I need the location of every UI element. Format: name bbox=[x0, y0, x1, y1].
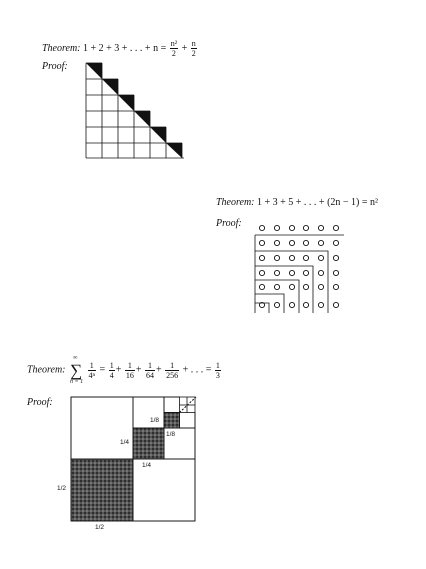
label-half-bottom: 1/2 bbox=[95, 524, 105, 531]
circle-dot bbox=[303, 270, 308, 275]
shaded-sixteenth bbox=[133, 428, 164, 459]
theorem1-proof-label: Proof: bbox=[42, 61, 68, 72]
theorem2-proof-label: Proof: bbox=[216, 218, 242, 229]
circle-dot bbox=[259, 284, 264, 289]
theorem2-statement: 1 + 3 + 5 + . . . + (2n − 1) = n² bbox=[257, 197, 379, 208]
stair-triangle-3 bbox=[118, 95, 134, 111]
theorem1-plus: + bbox=[181, 42, 188, 54]
circle-dot bbox=[274, 302, 279, 307]
circle-dot bbox=[333, 255, 338, 260]
circle-dot bbox=[333, 240, 338, 245]
theorem2-label: Theorem: bbox=[216, 197, 255, 208]
theorem2-line bbox=[216, 198, 378, 208]
circle-dot bbox=[289, 255, 294, 260]
label-quarter-left: 1/4 bbox=[120, 439, 130, 446]
circle-dot bbox=[289, 284, 294, 289]
circle-dot bbox=[303, 225, 308, 230]
circle-dot bbox=[289, 270, 294, 275]
square-figure bbox=[71, 397, 196, 521]
circle-dot bbox=[274, 284, 279, 289]
circle-dot bbox=[333, 284, 338, 289]
circle-dot bbox=[318, 225, 323, 230]
circle-dot bbox=[333, 225, 338, 230]
circle-dot bbox=[259, 270, 264, 275]
circle-grid-l-lines bbox=[255, 235, 344, 313]
white-quarter-top-left bbox=[71, 397, 133, 459]
circle-dot bbox=[274, 270, 279, 275]
theorem3-label: Theorem: bbox=[27, 364, 66, 376]
circle-dot bbox=[318, 284, 323, 289]
circle-dot bbox=[318, 240, 323, 245]
white-sixty-fourth-right bbox=[180, 413, 196, 429]
white-sixteenth-top bbox=[133, 397, 164, 428]
circle-dot bbox=[318, 270, 323, 275]
circle-dot bbox=[303, 302, 308, 307]
stair-triangle-4 bbox=[134, 111, 150, 127]
stair-triangle-6 bbox=[166, 143, 182, 158]
theorem3-proof-label: Proof: bbox=[27, 397, 53, 408]
theorem3-frac-1-16: $\frac{1}{16}$ bbox=[125, 361, 134, 380]
circle-dot bbox=[318, 255, 323, 260]
circle-dot bbox=[259, 255, 264, 260]
label-eighth-left: 1/8 bbox=[150, 417, 160, 424]
label-half-left: 1/2 bbox=[57, 485, 67, 492]
circle-dot bbox=[303, 284, 308, 289]
stair-triangle-5 bbox=[150, 127, 166, 143]
circle-dot bbox=[274, 240, 279, 245]
circle-dot bbox=[274, 255, 279, 260]
shaded-sixty-fourth bbox=[164, 413, 180, 429]
theorem3-line: Theorem: ∑ ∞ n = 1 $\frac{1}{\text{4ⁿ}}$ = $\frac{1}{4}$ + $\frac{1}{16}$ + $\frac{1}{64}$ + $\frac{1}{256}$ + . . . = $\frac{1}{3}$ bbox=[27, 355, 220, 385]
circle-dot bbox=[289, 240, 294, 245]
theorem3-eq: = bbox=[99, 364, 106, 376]
theorem1-frac-n-squared: $\frac{\text{n²}}{2}$ bbox=[170, 39, 178, 58]
theorem3-result: $\frac{1}{3}$ bbox=[215, 361, 220, 380]
theorem1-lhs: 1 + 2 + 3 + . . . + n = bbox=[83, 42, 167, 54]
circle-dot bbox=[289, 302, 294, 307]
circle-dot bbox=[303, 255, 308, 260]
theorem3-term: $\frac{1}{\text{4ⁿ}}$ bbox=[88, 361, 96, 380]
label-quarter-bottom: 1/4 bbox=[142, 462, 152, 469]
circle-dot bbox=[303, 240, 308, 245]
stair-triangle-1 bbox=[86, 63, 102, 79]
circle-grid-figure bbox=[255, 225, 344, 313]
circle-dot bbox=[259, 240, 264, 245]
summation-sign: ∑ ∞ n = 1 bbox=[70, 355, 84, 385]
circle-dot bbox=[289, 225, 294, 230]
stair-triangle-2 bbox=[102, 79, 118, 95]
theorem1-frac-n: $\frac{n}{2}$ bbox=[191, 39, 196, 58]
theorem1-label: Theorem: bbox=[42, 42, 81, 54]
theorem3-frac-1-4: $\frac{1}{4}$ bbox=[109, 361, 114, 380]
circle-dot bbox=[333, 270, 338, 275]
circle-dot bbox=[333, 302, 338, 307]
theorem3-frac-1-256: $\frac{1}{256}$ bbox=[166, 361, 179, 380]
circle-dot bbox=[259, 225, 264, 230]
shaded-quarter bbox=[71, 459, 133, 521]
circle-dot bbox=[274, 225, 279, 230]
white-sixty-fourth-top bbox=[164, 397, 180, 413]
theorem3-tail: + . . . = bbox=[182, 364, 212, 376]
label-eighth-bottom: 1/8 bbox=[166, 431, 176, 438]
circle-dot bbox=[318, 302, 323, 307]
staircase-figure bbox=[86, 63, 184, 158]
theorem3-frac-1-64: $\frac{1}{64}$ bbox=[145, 361, 154, 380]
